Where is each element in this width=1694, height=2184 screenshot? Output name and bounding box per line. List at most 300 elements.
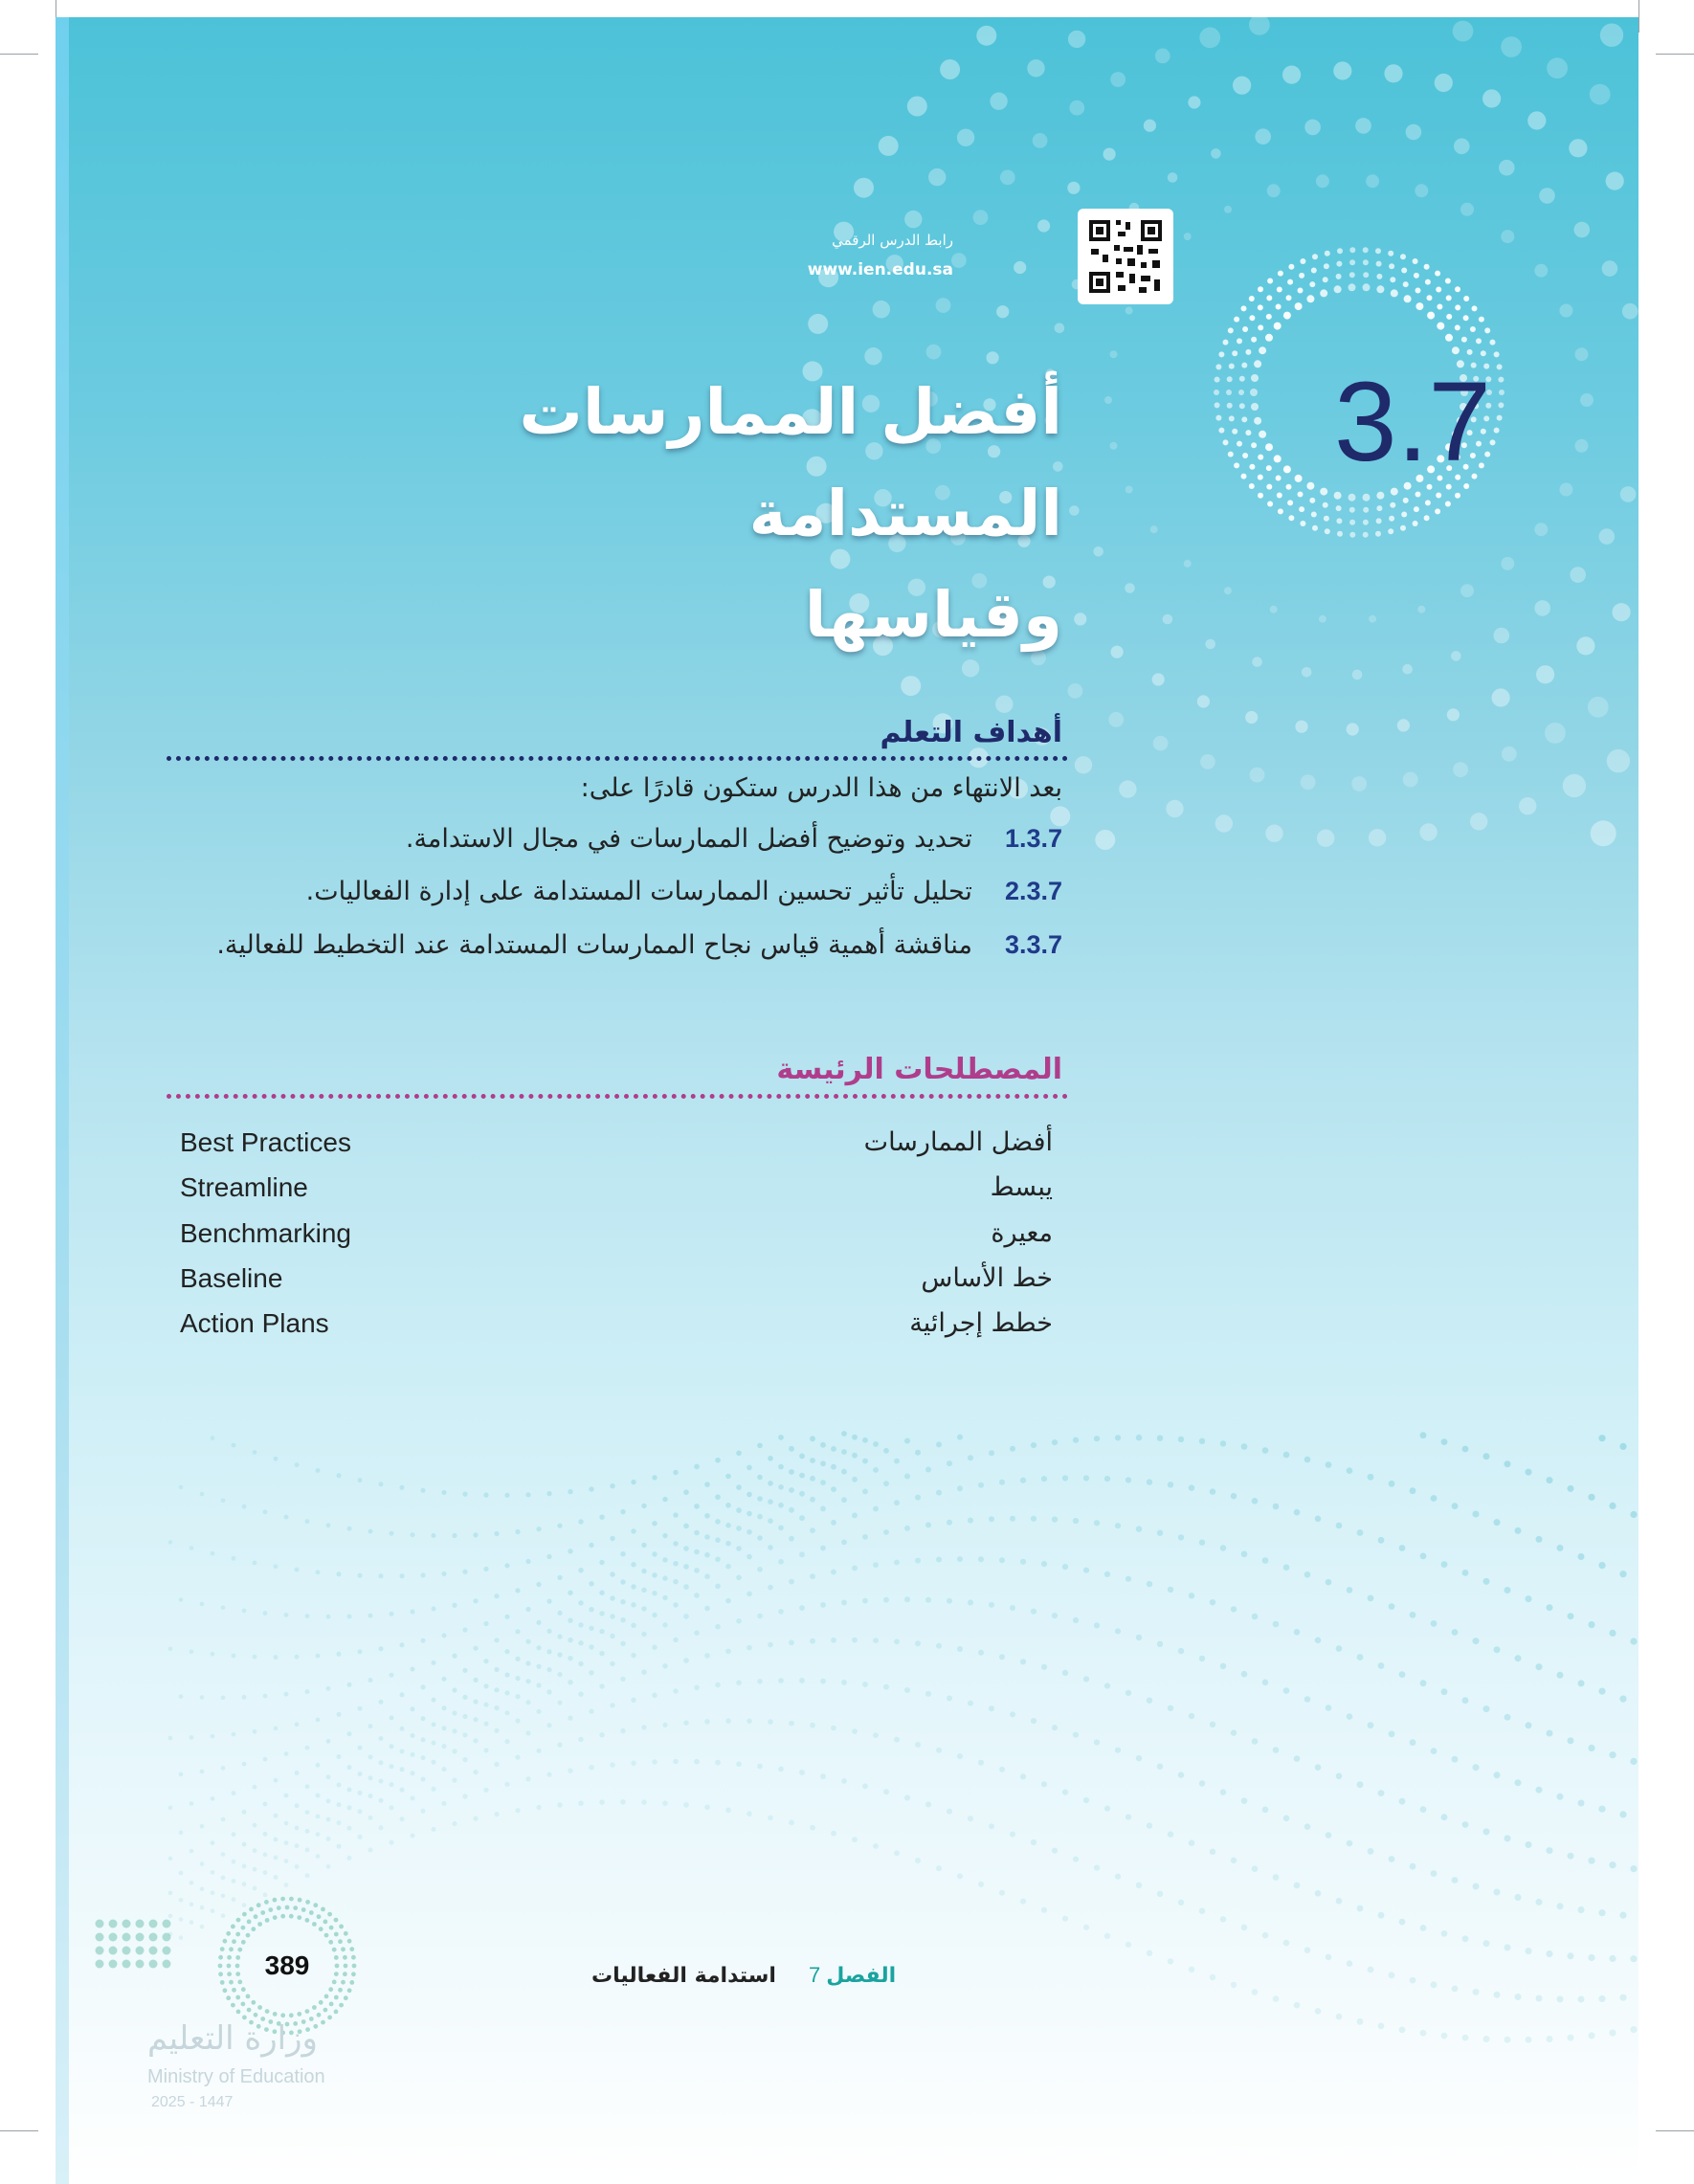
decorative-dot bbox=[442, 1744, 447, 1749]
decorative-dot bbox=[473, 1646, 478, 1651]
decorative-dot bbox=[1104, 1683, 1110, 1688]
decorative-dot bbox=[256, 1903, 261, 1907]
decorative-dot bbox=[1115, 1523, 1121, 1528]
decorative-dot bbox=[421, 1809, 426, 1814]
decorative-dot bbox=[337, 1754, 342, 1759]
decorative-dot bbox=[1390, 277, 1395, 282]
decorative-dot bbox=[1588, 1494, 1594, 1501]
decorative-dot bbox=[1304, 1571, 1311, 1578]
decorative-dot bbox=[1505, 1944, 1511, 1950]
decorative-dot bbox=[820, 1480, 826, 1485]
decorative-dot bbox=[747, 1592, 752, 1597]
decorative-dot bbox=[1375, 531, 1381, 537]
decorative-dot bbox=[568, 1638, 572, 1642]
decorative-dot bbox=[525, 1660, 530, 1665]
decorative-dot bbox=[736, 1451, 742, 1457]
decorative-dot bbox=[599, 1611, 604, 1616]
decorative-dot bbox=[1588, 1858, 1594, 1864]
decorative-dot bbox=[473, 1738, 478, 1743]
decorative-dot bbox=[1119, 780, 1136, 797]
decorative-dot bbox=[978, 1482, 984, 1488]
decorative-dot bbox=[432, 1741, 436, 1746]
decorative-dot bbox=[473, 1699, 478, 1704]
decorative-dot bbox=[525, 1559, 530, 1564]
decorative-dot bbox=[200, 1886, 205, 1891]
decorative-dot bbox=[1578, 1800, 1585, 1807]
decorative-dot bbox=[334, 1932, 339, 1937]
decorative-dot bbox=[1068, 683, 1083, 699]
decorative-dot bbox=[940, 59, 960, 79]
decorative-dot bbox=[799, 1678, 805, 1683]
decorative-dot bbox=[242, 1864, 247, 1869]
decorative-dot bbox=[223, 1939, 228, 1944]
decorative-dot bbox=[96, 1960, 104, 1969]
decorative-dot bbox=[257, 1922, 262, 1927]
decorative-dot bbox=[1591, 820, 1616, 846]
decorative-dot bbox=[347, 1788, 352, 1793]
decorative-dot bbox=[1368, 1595, 1374, 1602]
decorative-dot bbox=[368, 1678, 373, 1683]
decorative-dot bbox=[620, 1677, 625, 1682]
decorative-dot bbox=[189, 1546, 194, 1550]
decorative-dot bbox=[1467, 349, 1473, 355]
decorative-dot bbox=[1041, 1907, 1047, 1913]
decorative-dot bbox=[1607, 749, 1630, 772]
decorative-dot bbox=[1220, 1440, 1226, 1446]
decorative-dot bbox=[1052, 1439, 1058, 1445]
decorative-dot bbox=[1389, 1603, 1395, 1610]
decorative-dot bbox=[915, 1495, 921, 1501]
decorative-dot bbox=[1389, 1730, 1395, 1737]
decorative-dot bbox=[1251, 337, 1257, 343]
decorative-dot bbox=[546, 1599, 551, 1604]
decorative-dot bbox=[599, 1799, 604, 1804]
decorative-dot bbox=[211, 1551, 215, 1556]
decorative-dot bbox=[1277, 287, 1282, 293]
decorative-dot bbox=[578, 1568, 583, 1572]
decorative-dot bbox=[1178, 1437, 1184, 1442]
decorative-dot bbox=[1427, 295, 1433, 301]
decorative-dot bbox=[274, 1838, 279, 1842]
decorative-dot bbox=[221, 1876, 226, 1881]
decorative-dot bbox=[1414, 506, 1419, 512]
decorative-dot bbox=[1483, 1940, 1490, 1947]
decorative-dot bbox=[715, 1557, 721, 1563]
decorative-dot bbox=[1609, 1630, 1616, 1637]
decorative-dot bbox=[504, 1710, 509, 1715]
decorative-dot bbox=[1312, 254, 1318, 259]
decorative-dot bbox=[1241, 1797, 1248, 1804]
decorative-dot bbox=[1452, 346, 1460, 354]
decorative-dot bbox=[1347, 1840, 1353, 1847]
decorative-dot bbox=[1052, 1517, 1058, 1523]
decorative-dot bbox=[673, 1561, 678, 1566]
decorative-dot bbox=[473, 1717, 478, 1722]
decorative-dot bbox=[327, 2016, 332, 2020]
decorative-dot bbox=[379, 1482, 384, 1486]
decorative-dot bbox=[568, 1591, 572, 1595]
decorative-dot bbox=[578, 1622, 583, 1627]
decorative-dot bbox=[432, 1827, 436, 1832]
decorative-dot bbox=[1258, 493, 1263, 499]
decorative-dot bbox=[747, 1529, 752, 1535]
decorative-dot bbox=[1266, 295, 1272, 301]
decorative-dot bbox=[990, 93, 1007, 110]
decorative-dot bbox=[168, 1857, 173, 1861]
decorative-dot bbox=[1274, 455, 1282, 462]
decorative-dot bbox=[326, 1615, 331, 1619]
decorative-dot bbox=[1168, 1705, 1173, 1711]
decorative-dot bbox=[136, 1933, 145, 1942]
decorative-dot bbox=[610, 1762, 614, 1767]
decorative-dot bbox=[873, 1638, 879, 1643]
decorative-dot bbox=[442, 1726, 447, 1730]
decorative-dot bbox=[400, 1767, 405, 1772]
decorative-dot bbox=[494, 1812, 499, 1816]
decorative-dot bbox=[1309, 281, 1315, 287]
decorative-dot bbox=[1369, 829, 1386, 846]
decorative-dot bbox=[525, 1700, 530, 1705]
decorative-dot bbox=[263, 1802, 268, 1807]
decorative-dot bbox=[1337, 531, 1343, 537]
ministry-logo-english: Ministry of Education bbox=[147, 2066, 325, 2087]
term-english: Streamline bbox=[180, 1172, 308, 1202]
decorative-dot bbox=[1104, 1571, 1110, 1577]
decorative-dot bbox=[652, 1572, 657, 1577]
page-title bbox=[201, 362, 1062, 666]
decorative-dot bbox=[319, 2000, 323, 2005]
decorative-dot bbox=[483, 1748, 488, 1752]
decorative-dot bbox=[1435, 508, 1440, 514]
decorative-dot bbox=[390, 1782, 394, 1787]
decorative-dot bbox=[652, 1613, 657, 1617]
decorative-dot bbox=[462, 1570, 467, 1574]
decorative-dot bbox=[1399, 1798, 1406, 1805]
decorative-dot bbox=[1295, 721, 1307, 733]
decorative-dot bbox=[280, 2013, 285, 2017]
decorative-dot bbox=[1031, 1442, 1036, 1448]
decorative-dot bbox=[337, 1844, 342, 1849]
decorative-dot bbox=[1184, 233, 1192, 240]
decorative-dot bbox=[578, 1519, 583, 1524]
decorative-dot bbox=[928, 168, 946, 186]
decorative-dot bbox=[1431, 1870, 1438, 1877]
decorative-dot bbox=[432, 1722, 436, 1727]
decorative-dot bbox=[1298, 492, 1304, 498]
decorative-dot bbox=[274, 1875, 279, 1880]
decorative-dot bbox=[789, 1446, 794, 1452]
decorative-dot bbox=[1147, 1822, 1152, 1828]
decorative-dot bbox=[189, 1735, 194, 1740]
decorative-dot bbox=[241, 1926, 246, 1930]
decorative-dot bbox=[123, 1960, 131, 1969]
decorative-dot bbox=[1481, 350, 1486, 356]
decorative-dot bbox=[223, 1988, 228, 1993]
decorative-dot bbox=[1441, 1438, 1448, 1445]
decorative-dot bbox=[904, 1474, 910, 1480]
decorative-dot bbox=[1349, 247, 1355, 253]
decorative-dot bbox=[1376, 505, 1382, 511]
decorative-dot bbox=[241, 2002, 246, 2007]
decorative-dot bbox=[1547, 1847, 1553, 1854]
decorative-dot bbox=[1073, 1857, 1079, 1862]
decorative-dot bbox=[1095, 830, 1115, 850]
decorative-dot bbox=[1357, 1654, 1364, 1660]
decorative-dot bbox=[1545, 723, 1566, 744]
decorative-dot bbox=[1368, 1722, 1374, 1728]
decorative-dot bbox=[1452, 1877, 1459, 1883]
decorative-dot bbox=[1249, 296, 1255, 301]
decorative-dot bbox=[757, 1496, 763, 1502]
objectives-intro: بعد الانتهاء من هذا الدرس ستكون قادرًا على: bbox=[580, 773, 1062, 803]
decorative-dot bbox=[1630, 1758, 1637, 1765]
decorative-dot bbox=[1536, 1663, 1543, 1670]
decorative-dot bbox=[715, 1683, 721, 1688]
decorative-dot bbox=[334, 1995, 339, 2000]
term-arabic: معيرة bbox=[991, 1218, 1053, 1248]
decorative-dot bbox=[1027, 59, 1044, 77]
decorative-dot bbox=[242, 1609, 247, 1614]
decorative-dot bbox=[589, 1626, 593, 1631]
decorative-dot bbox=[149, 1947, 158, 1955]
decorative-dot bbox=[799, 1491, 805, 1497]
decorative-dot bbox=[557, 1611, 562, 1616]
decorative-dot bbox=[1200, 754, 1215, 769]
term-arabic: أفضل الممارسات bbox=[863, 1127, 1053, 1157]
decorative-dot bbox=[999, 1557, 1005, 1563]
decorative-dot bbox=[295, 1771, 300, 1775]
decorative-dot bbox=[1505, 1460, 1511, 1467]
decorative-dot bbox=[473, 1598, 478, 1603]
decorative-dot bbox=[1424, 264, 1430, 270]
decorative-dot bbox=[232, 1879, 236, 1883]
decorative-dot bbox=[1298, 288, 1304, 294]
decorative-dot bbox=[568, 1549, 572, 1553]
decorative-dot bbox=[390, 1716, 394, 1721]
decorative-dot bbox=[1210, 1722, 1215, 1727]
decorative-dot bbox=[1349, 494, 1356, 501]
decorative-dot bbox=[1252, 1498, 1259, 1504]
decorative-dot bbox=[338, 1988, 343, 1993]
decorative-dot bbox=[1417, 606, 1425, 613]
decorative-dot bbox=[1062, 1564, 1068, 1570]
decorative-dot bbox=[873, 1506, 879, 1512]
decorative-dot bbox=[936, 298, 951, 313]
decorative-dot bbox=[1347, 1713, 1353, 1720]
decorative-dot bbox=[1494, 1772, 1501, 1778]
decorative-dot bbox=[1273, 1995, 1280, 2002]
decorative-dot bbox=[525, 1730, 530, 1735]
decorative-dot bbox=[1515, 1894, 1522, 1901]
decorative-dot bbox=[725, 1808, 731, 1814]
decorative-dot bbox=[1337, 248, 1343, 254]
decorative-dot bbox=[1157, 1764, 1163, 1770]
decorative-dot bbox=[1431, 1495, 1438, 1502]
decorative-dot bbox=[1104, 1806, 1110, 1812]
decorative-dot bbox=[610, 1595, 614, 1600]
decorative-dot bbox=[329, 2002, 334, 2007]
decorative-dot bbox=[1609, 1861, 1616, 1868]
decorative-dot bbox=[274, 1727, 279, 1731]
decorative-dot bbox=[1168, 1958, 1173, 1964]
decorative-dot bbox=[295, 1803, 300, 1808]
decorative-dot bbox=[1431, 1620, 1438, 1627]
decorative-dot bbox=[1325, 528, 1330, 534]
decorative-dot bbox=[1205, 639, 1215, 650]
decorative-dot bbox=[757, 1475, 763, 1481]
decorative-dot bbox=[284, 1794, 289, 1798]
decorative-dot bbox=[221, 1499, 226, 1504]
decorative-dot bbox=[715, 1537, 721, 1543]
decorative-dot bbox=[747, 1465, 752, 1471]
decorative-dot bbox=[883, 1529, 889, 1535]
decorative-dot bbox=[179, 1898, 184, 1903]
decorative-dot bbox=[1403, 281, 1409, 287]
decorative-dot bbox=[253, 1450, 257, 1455]
decorative-dot bbox=[316, 1794, 321, 1798]
decorative-dot bbox=[1622, 303, 1638, 320]
decorative-dot bbox=[683, 1658, 689, 1663]
decorative-dot bbox=[347, 1805, 352, 1810]
decorative-dot bbox=[1494, 1646, 1501, 1653]
decorative-dot bbox=[1568, 1737, 1574, 1744]
decorative-dot bbox=[704, 1513, 710, 1519]
decorative-dot bbox=[683, 1584, 689, 1590]
decorative-dot bbox=[1547, 57, 1568, 78]
decorative-dot bbox=[189, 1920, 194, 1925]
decorative-dot bbox=[820, 1460, 826, 1466]
decorative-dot bbox=[247, 1920, 252, 1925]
decorative-dot bbox=[1323, 277, 1328, 282]
decorative-dot bbox=[789, 1819, 794, 1825]
decorative-dot bbox=[1578, 1996, 1585, 2003]
decorative-dot bbox=[309, 1910, 314, 1915]
decorative-dot bbox=[631, 1528, 635, 1533]
decorative-dot bbox=[662, 1595, 667, 1600]
decorative-dot bbox=[1108, 712, 1124, 727]
decorative-dot bbox=[494, 1705, 499, 1710]
decorative-dot bbox=[236, 2010, 241, 2015]
decorative-dot bbox=[852, 1837, 858, 1842]
decorative-dot bbox=[432, 1787, 436, 1792]
decorative-dot bbox=[1283, 1564, 1290, 1571]
decorative-dot bbox=[1479, 317, 1484, 323]
decorative-dot bbox=[820, 1546, 826, 1551]
decorative-dot bbox=[799, 1515, 805, 1521]
decorative-dot bbox=[323, 2008, 328, 2013]
decorative-dot bbox=[400, 1573, 405, 1578]
decorative-dot bbox=[1010, 1446, 1015, 1452]
decorative-dot bbox=[1249, 17, 1270, 35]
decorative-dot bbox=[996, 305, 1009, 318]
decorative-dot bbox=[368, 1614, 373, 1618]
decorative-dot bbox=[1211, 148, 1221, 159]
decorative-dot bbox=[421, 1716, 426, 1721]
decorative-dot bbox=[1157, 1436, 1163, 1441]
decorative-dot bbox=[1226, 390, 1232, 395]
decorative-dot bbox=[452, 1654, 457, 1659]
decorative-dot bbox=[1547, 1604, 1553, 1611]
decorative-dot bbox=[757, 1764, 763, 1770]
decorative-dot bbox=[1126, 486, 1133, 494]
decorative-dot bbox=[323, 1920, 328, 1925]
decorative-dot bbox=[1126, 1815, 1131, 1820]
decorative-dot bbox=[925, 1467, 931, 1473]
decorative-dot bbox=[1501, 230, 1514, 243]
decorative-dot bbox=[1399, 2027, 1406, 2034]
decorative-dot bbox=[1476, 338, 1482, 344]
decorative-dot bbox=[546, 1491, 551, 1496]
decorative-dot bbox=[1494, 1889, 1501, 1896]
decorative-dot bbox=[1267, 279, 1273, 284]
decorative-dot bbox=[704, 1805, 710, 1811]
decorative-dot bbox=[390, 1744, 394, 1749]
decorative-dot bbox=[200, 1602, 205, 1607]
decorative-dot bbox=[421, 1573, 426, 1578]
decorative-dot bbox=[915, 1742, 921, 1748]
decorative-dot bbox=[1267, 501, 1273, 507]
decorative-dot bbox=[831, 1726, 836, 1731]
decorative-dot bbox=[907, 97, 927, 117]
decorative-dot bbox=[947, 1598, 952, 1604]
decorative-dot bbox=[149, 1933, 158, 1942]
decorative-dot bbox=[473, 1678, 478, 1683]
decorative-dot bbox=[1276, 304, 1282, 310]
decorative-dot bbox=[347, 1939, 352, 1944]
decorative-dot bbox=[620, 1599, 625, 1604]
decorative-dot bbox=[483, 1493, 488, 1498]
decorative-dot bbox=[1265, 825, 1282, 842]
decorative-dot bbox=[189, 1650, 194, 1655]
decorative-dot bbox=[358, 1706, 363, 1711]
decorative-dot bbox=[168, 1540, 173, 1545]
decorative-dot bbox=[218, 1955, 223, 1960]
decorative-dot bbox=[280, 1914, 285, 1919]
qr-url[interactable]: www.ien.edu.sa bbox=[807, 260, 953, 279]
decorative-dot bbox=[810, 1723, 815, 1728]
decorative-dot bbox=[1598, 1688, 1605, 1695]
decorative-dot bbox=[253, 1867, 257, 1872]
decorative-dot bbox=[284, 1751, 289, 1756]
decorative-dot bbox=[1590, 84, 1611, 105]
decorative-dot bbox=[1031, 1516, 1036, 1522]
decorative-dot bbox=[1126, 1576, 1131, 1582]
decorative-dot bbox=[747, 1719, 752, 1725]
qr-code[interactable] bbox=[1078, 209, 1173, 304]
decorative-dot bbox=[432, 1607, 436, 1612]
decorative-dot bbox=[1258, 324, 1263, 330]
decorative-dot bbox=[810, 1573, 815, 1579]
term-arabic: يبسط bbox=[990, 1172, 1053, 1202]
decorative-dot bbox=[289, 2013, 294, 2017]
decorative-dot bbox=[1436, 493, 1441, 499]
decorative-dot bbox=[411, 1610, 415, 1615]
decorative-dot bbox=[1534, 523, 1548, 536]
decorative-dot bbox=[515, 1694, 520, 1699]
decorative-dot bbox=[1462, 1446, 1469, 1453]
decorative-dot bbox=[1224, 206, 1232, 213]
decorative-dot bbox=[852, 1477, 858, 1482]
decorative-dot bbox=[1188, 96, 1200, 108]
decorative-dot bbox=[694, 1630, 700, 1636]
decorative-dot bbox=[610, 1483, 614, 1488]
decorative-dot bbox=[432, 1698, 436, 1703]
decorative-dot bbox=[789, 1639, 794, 1645]
decorative-dot bbox=[989, 1602, 994, 1608]
decorative-dot bbox=[232, 1832, 236, 1837]
decorative-dot bbox=[1147, 1950, 1152, 1956]
decorative-dot bbox=[968, 1600, 973, 1606]
